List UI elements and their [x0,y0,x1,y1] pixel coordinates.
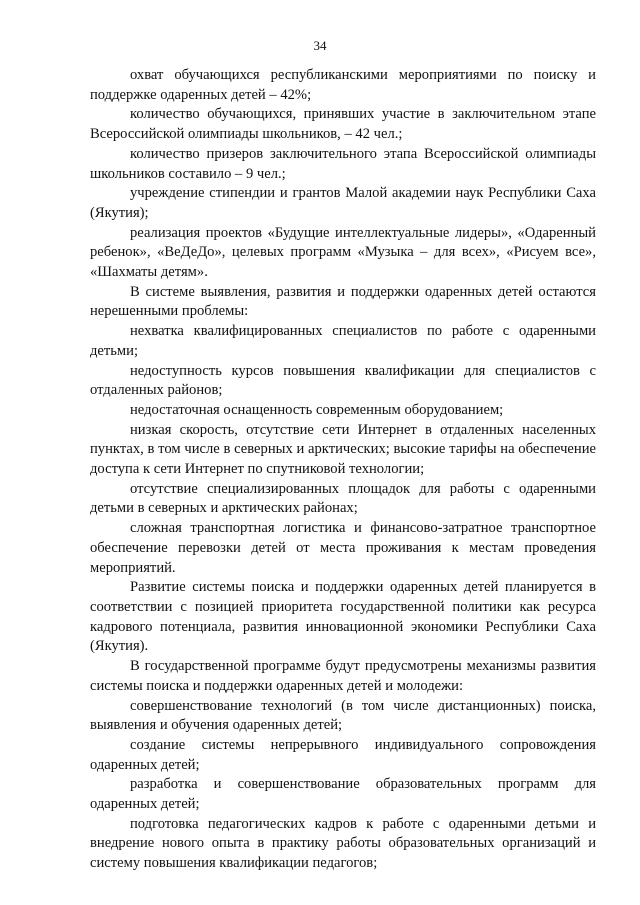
paragraph: отсутствие специализированных площадок для работы с одаренными детьми в северных и арктических районах; [90,480,596,517]
paragraph: недостаточная оснащенность современным оборудованием; [130,401,504,418]
paragraph: реализация проектов «Будущие интеллектуальные лидеры», «Одаренный ребенок», «ВеДеДо», целевых программ «Музыка – для всех», «Рисуем все», «Шахматы детям». [90,224,596,281]
paragraph: недоступность курсов повышения квалификации для специалистов с отдаленных районов; [90,362,596,399]
paragraph: нехватка квалифицированных специалистов по работе с одаренными детьми; [90,323,596,359]
paragraph: подготовка педагогических кадров к работе с одаренными детьми и внедрение нового опыта в практику работы образовательных организаций и систему повышения квалификации педагогов; [90,815,596,872]
page-number: 34 [313,38,327,53]
paragraph: Развитие системы поиска и поддержки одаренных детей планируется в соответствии с позицией приоритета государственной политики как ресурса кадрового потенциала, развития инновационной экономики Республики Саха (Якутия). [90,579,596,655]
paragraph: совершенствование технологий (в том числе дистанционных) поиска, выявления и обучения одаренных детей; [90,697,596,734]
paragraph: количество обучающихся, принявших участие в заключительном этапе Всероссийской олимпиады школьников, – 42 чел.; [90,106,596,143]
paragraph: охват обучающихся республиканскими мероприятиями по поиску и поддержке одаренных детей – 42%; [90,67,596,103]
paragraph: разработка и совершенствование образовательных программ для одаренных детей; [90,776,596,813]
paragraph: низкая скорость, отсутствие сети Интернет в отдаленных населенных пунктах, в том числе в северных и арктических; высокие тарифы на обеспечение доступа к сети Интернет по спутниковой технологии; [90,421,596,478]
paragraph: сложная транспортная логистика и финансово-затратное транспортное обеспечение перевозки детей от места проживания к местам проведения мероприятий. [90,520,596,576]
paragraph: В системе выявления, развития и поддержки одаренных детей остаются нерешенными проблемы: [90,283,596,320]
paragraph: учреждение стипендии и грантов Малой академии наук Республики Саха (Якутия); [90,185,596,221]
paragraph: количество призеров заключительного этапа Всероссийской олимпиады школьников составило – 9 чел.; [90,145,596,182]
paragraph: В государственной программе будут предусмотрены механизмы развития системы поиска и поддержки одаренных детей и молодежи: [90,658,596,694]
paragraph: создание системы непрерывного индивидуального сопровождения одаренных детей; [90,736,596,773]
body-text [90,66,596,874]
